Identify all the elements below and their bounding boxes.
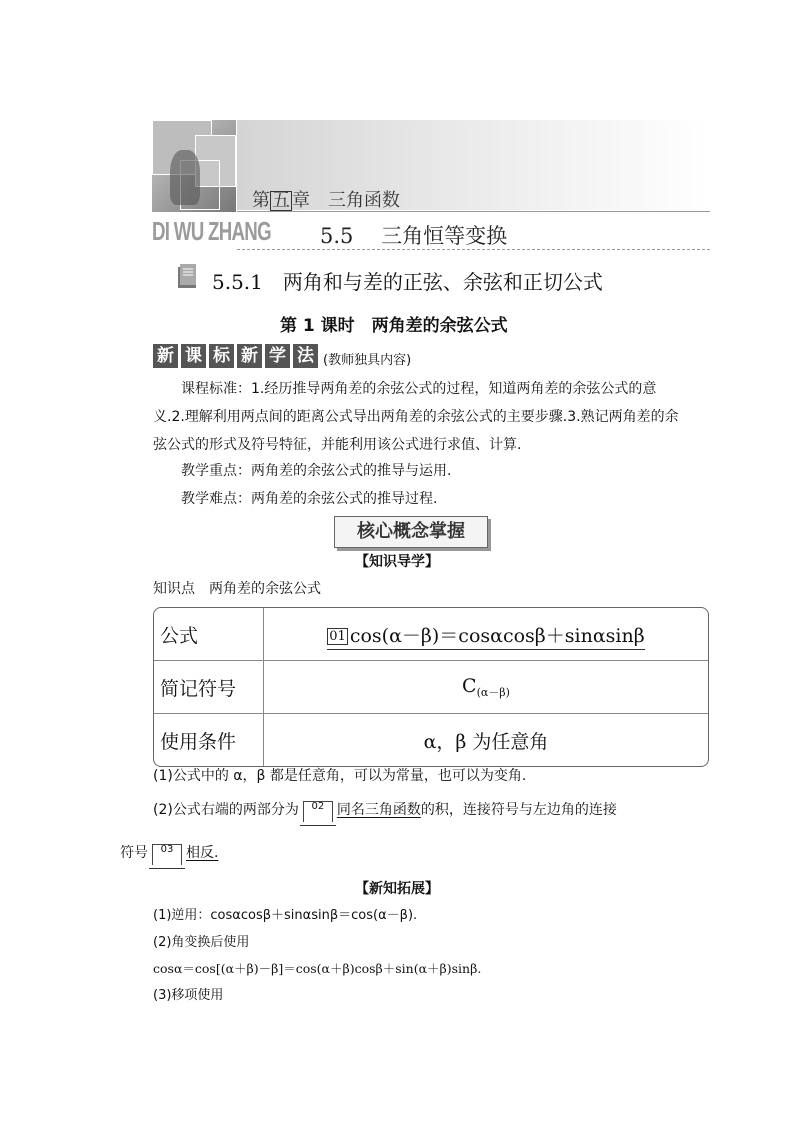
extend-4: (3)移项使用 — [153, 988, 224, 1003]
book-icon — [176, 263, 198, 289]
table-row — [154, 661, 708, 714]
condition-value: α，β 为任意角 — [423, 730, 549, 753]
symbol-subscript: (α－β) — [476, 685, 510, 699]
extend-title: 【新知拓展】 — [355, 881, 439, 897]
chapter-heading — [252, 186, 400, 212]
condition-label: 使用条件 — [154, 714, 264, 766]
tag-char: 课 — [181, 344, 206, 368]
lesson-title: 第 1 课时 两角差的余弦公式 — [280, 316, 508, 336]
blank-number: 02 — [303, 801, 333, 822]
formula-cell — [264, 608, 708, 661]
teaching-focus: 教学重点：两角差的余弦公式的推导与运用. — [181, 463, 452, 479]
formula-label: 公式 — [154, 608, 264, 661]
note-2-fill: 同名三角函数 — [336, 802, 421, 818]
chapter-number: 五 — [272, 190, 290, 211]
tag-char: 法 — [293, 344, 318, 368]
guide-title: 【知识导学】 — [355, 554, 439, 570]
blank-number: 03 — [152, 844, 182, 865]
tag-char: 新 — [153, 344, 178, 368]
teacher-note: (教师独具内容) — [323, 353, 412, 368]
banner-figure — [170, 150, 200, 205]
subsection-title: 5.5.1 两角和与差的正弦、余弦和正切公式 — [212, 270, 603, 294]
course-standard: 课程标准：1.经历推导两角差的余弦公式的过程，知道两角差的余弦公式的意义.2.理解利用两点间的距离公式导出两角差的余弦公式的主要步骤.3.熟记两角差的余弦公式的形式及符号特征，并能利用该公式进行求值、计算. — [153, 381, 679, 453]
symbol-main: C — [462, 674, 477, 697]
note-3 — [120, 841, 218, 865]
note-3-fill: 相反. — [186, 845, 219, 861]
chapter-prefix: 第 — [252, 190, 270, 211]
chapter-title: 三角函数 — [328, 190, 400, 211]
blank-number: 01 — [329, 629, 346, 644]
symbol-cell — [264, 661, 708, 714]
section-title: 5.5 三角恒等变换 — [320, 224, 508, 248]
tag-char: 标 — [209, 344, 234, 368]
note-3-pre: 符号 — [120, 845, 148, 861]
chapter-pinyin: DI WU ZHANG — [152, 216, 271, 246]
extend-2: (2)角变换后使用 — [153, 935, 250, 950]
core-concept-title: 核心概念掌握 — [334, 516, 488, 548]
knowledge-point: 知识点 两角差的余弦公式 — [153, 581, 321, 597]
tag-char: 学 — [265, 344, 290, 368]
formula-answer — [327, 625, 644, 650]
formula-table — [153, 607, 709, 767]
new-standard-banner — [153, 344, 411, 368]
table-row — [154, 608, 708, 661]
note-2-post: 的积，连接符号与左边角的连接 — [420, 802, 617, 818]
note-1: (1)公式中的 α，β 都是任意角，可以为常量，也可以为变角. — [153, 768, 527, 784]
extend-1: (1)逆用：cosαcosβ＋sinαsinβ＝cos(α－β). — [153, 908, 418, 923]
formula-value: cos(α－β)＝cosαcosβ＋sinαsinβ — [349, 624, 645, 647]
table-row — [154, 714, 708, 766]
note-2-pre: (2)公式右端的两部分为 — [153, 802, 299, 818]
note-2 — [153, 798, 617, 822]
symbol-label: 简记符号 — [154, 661, 264, 714]
chapter-suffix: 章 — [292, 190, 310, 211]
extend-3: cosα＝cos[(α＋β)－β]＝cos(α＋β)cosβ＋sin(α＋β)sinβ. — [153, 961, 482, 976]
teaching-difficulty: 教学难点：两角差的余弦公式的推导过程. — [181, 491, 438, 507]
tag-char: 新 — [237, 344, 262, 368]
